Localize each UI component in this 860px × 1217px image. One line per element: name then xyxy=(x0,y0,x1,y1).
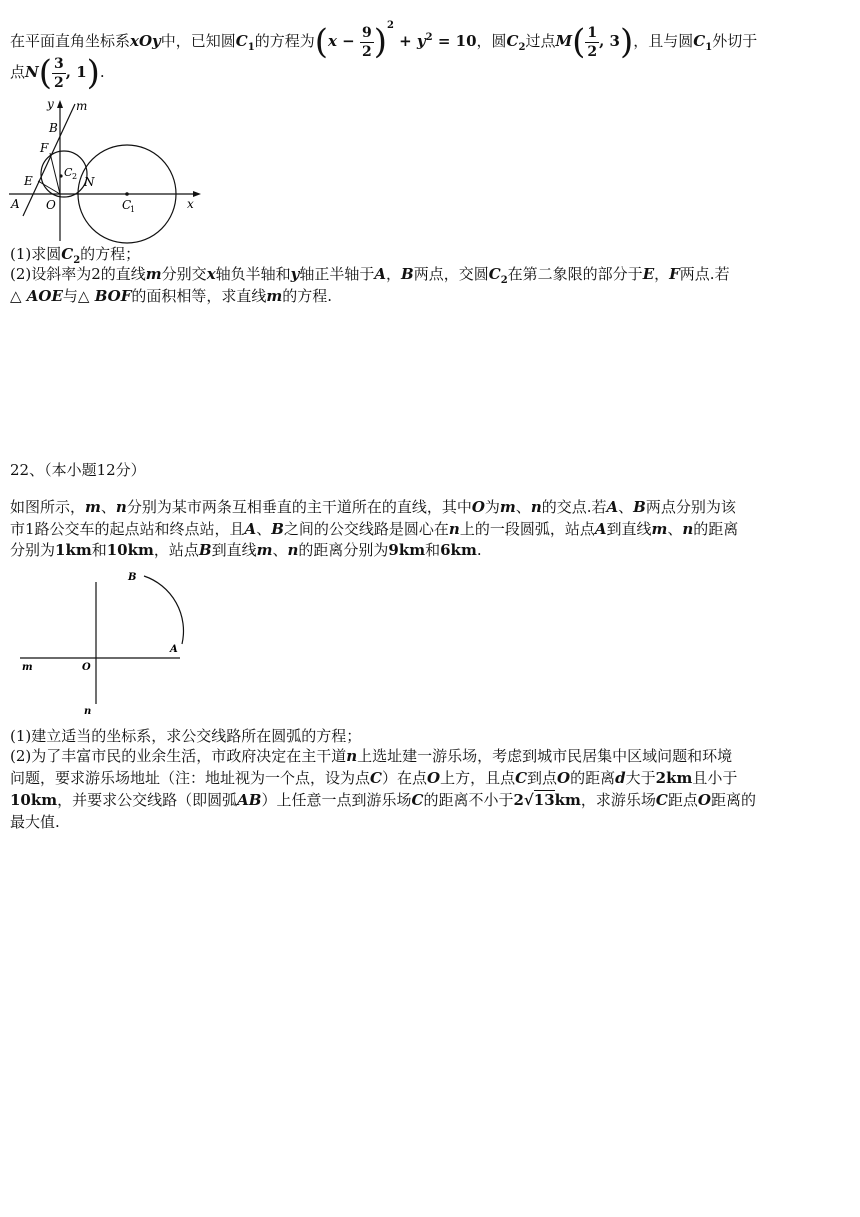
math-text: , 1 xyxy=(65,63,87,81)
text: ，求游乐场 xyxy=(580,791,656,809)
math: △ xyxy=(77,287,95,305)
p22-header: 22、（本小题12分） xyxy=(10,461,146,479)
math: km xyxy=(554,791,581,809)
text: 、 xyxy=(618,498,634,516)
math: d xyxy=(615,769,626,787)
math-c2: C xyxy=(488,265,501,283)
text: 轴负半轴和 xyxy=(215,265,291,283)
text: 、 xyxy=(515,498,531,516)
text: 为 xyxy=(484,498,500,516)
text: 到直线 xyxy=(606,520,652,538)
text: 分别交 xyxy=(161,265,207,283)
math-c2: C xyxy=(506,32,519,50)
math-y: + y xyxy=(393,32,426,50)
label-e: E xyxy=(24,174,33,188)
text: 上选址建一游乐场，考虑到城市民居集中区域问题和环境 xyxy=(357,747,733,765)
math: O xyxy=(426,769,441,787)
text: ）在点 xyxy=(381,769,427,787)
math: B xyxy=(198,541,212,559)
math: A xyxy=(374,265,387,283)
math-x: x xyxy=(327,32,337,50)
text: 两点，交圆 xyxy=(413,265,489,283)
label-o: O xyxy=(82,662,91,673)
text: ，并要求公交线路（即圆弧 xyxy=(57,791,238,809)
label-m: m xyxy=(76,99,88,113)
p22-para-line1 xyxy=(10,497,736,517)
math: y xyxy=(290,265,300,283)
label-x: x xyxy=(187,197,194,211)
text: 如图所示， xyxy=(10,498,86,516)
text: 轴正半轴于 xyxy=(299,265,375,283)
text: 的距离不小于 xyxy=(423,791,514,809)
text: 到点 xyxy=(527,769,558,787)
label-n: n xyxy=(84,706,92,717)
math: n xyxy=(448,520,460,538)
p21-line1: 在平面直角坐标系xOy中，已知圆$C_1$的方程为(x − $\frac{9}{2}$ )$^2 + y^2 = 10$，圆$C_2$过点M( $\frac{1}{2}$ , 3)，且与圆$C_1$外切于 xyxy=(10,20,758,62)
math-minus: − xyxy=(336,32,360,50)
math: n xyxy=(530,498,542,516)
math: m xyxy=(256,541,273,559)
point-c2 xyxy=(59,174,62,177)
math: x xyxy=(206,265,216,283)
text: 两点.若 xyxy=(679,265,730,283)
p22-para-line3 xyxy=(10,540,482,560)
text: 的距离 xyxy=(570,769,616,787)
p22-q1: (1)建立适当的坐标系，求公交线路所在圆弧的方程； xyxy=(10,727,362,745)
math: O xyxy=(557,769,571,787)
math: 2 xyxy=(513,791,524,809)
text: 的距离分别为 xyxy=(298,541,389,559)
math: C xyxy=(370,769,382,787)
math: n xyxy=(682,520,694,538)
text: 点 xyxy=(10,63,26,81)
text: 两点分别为该 xyxy=(645,498,736,516)
sqrt-symbol: √ xyxy=(523,791,534,809)
text: 分别为 xyxy=(10,541,56,559)
math-c2: C xyxy=(61,245,74,263)
text: 的距离 xyxy=(693,520,739,538)
circle-c1-equation: (x − $\frac{9}{2}$ )$^2 + y^2 = 10$ xyxy=(314,20,477,62)
math: O xyxy=(697,791,711,809)
text: (2)设斜率为2的直线 xyxy=(10,265,146,283)
math-n: N xyxy=(25,63,39,81)
math: AOE xyxy=(26,287,63,305)
math-sub: 1 xyxy=(247,42,255,53)
label-y: y xyxy=(47,97,54,111)
math-sup: 2 xyxy=(425,32,433,43)
math: B xyxy=(271,520,284,538)
math-sub: 2 xyxy=(518,42,526,53)
math: △ xyxy=(10,287,27,305)
x-axis-arrow xyxy=(193,191,201,197)
label-a: A xyxy=(170,644,178,655)
text: 上的一段圆弧，站点 xyxy=(459,520,595,538)
math-m: M xyxy=(555,32,573,50)
label-c2-sub: 2 xyxy=(72,172,78,181)
math: n xyxy=(115,498,127,516)
label-o: O xyxy=(46,198,56,212)
text: 、 xyxy=(100,498,116,516)
text: 外切于 xyxy=(712,32,758,50)
segment-of xyxy=(50,153,60,194)
text: 之间的公交线路是圆心在 xyxy=(283,520,449,538)
fraction-9-2: $\frac{9}{2}$ xyxy=(361,24,372,60)
math-text: , 3 xyxy=(599,32,620,50)
math: A xyxy=(606,498,619,516)
math: C xyxy=(515,769,528,787)
text: . xyxy=(476,541,482,559)
math-sup: 2 xyxy=(386,20,394,31)
fraction-3-2: $\frac{3}{2}$ xyxy=(54,55,64,91)
fraction-1-2: $\frac{1}{2}$ xyxy=(587,24,598,60)
p22-para-line2 xyxy=(10,519,738,539)
text: 过点 xyxy=(525,32,556,50)
text: 市1路公交车的起点站和终点站，且 xyxy=(10,520,245,538)
p22-q2-line3 xyxy=(10,790,756,810)
text: . xyxy=(99,63,105,81)
text: 、 xyxy=(667,520,683,538)
label-a: A xyxy=(11,197,20,211)
p21-line2: 点N( $\frac{3}{2}$ , 1). xyxy=(10,53,105,93)
math: AB xyxy=(237,791,262,809)
text: 距点 xyxy=(667,791,698,809)
label-b: B xyxy=(49,121,58,135)
text: ， xyxy=(386,265,402,283)
text: (2)为了丰富市民的业余生活，市政府决定在主干道 xyxy=(10,747,347,765)
label-c2: C xyxy=(64,166,73,179)
math: B xyxy=(633,498,646,516)
math-xoy: xOy xyxy=(130,32,161,50)
label-c1: C xyxy=(122,198,132,212)
text: 问题，要求游乐场地址（注：地址视为一个点，设为点 xyxy=(10,769,371,787)
math: 10km xyxy=(106,541,154,559)
math: E xyxy=(642,265,655,283)
text: 大于 xyxy=(625,769,656,787)
text: 距离的 xyxy=(710,791,756,809)
text: 上方，且点 xyxy=(440,769,516,787)
math: m xyxy=(499,498,516,516)
math: m xyxy=(651,520,668,538)
text: 和 xyxy=(425,541,441,559)
text: 、 xyxy=(256,520,272,538)
math: 2km xyxy=(655,769,693,787)
text: (1)求圆 xyxy=(10,245,62,263)
math-sub: 1 xyxy=(705,42,713,53)
p22-q2-line2 xyxy=(10,768,737,788)
math: F xyxy=(669,265,680,283)
math: BOF xyxy=(94,287,132,305)
text: 的交点.若 xyxy=(541,498,607,516)
math-c1: C xyxy=(693,32,706,50)
math: O xyxy=(471,498,485,516)
math: C xyxy=(655,791,668,809)
math-sub: 2 xyxy=(73,255,81,266)
label-c1-sub: 1 xyxy=(130,205,136,214)
p22-q2-line4: 最大值. xyxy=(10,813,60,831)
math: 1km xyxy=(55,541,92,559)
math-equals: = 10 xyxy=(432,32,477,50)
math: C xyxy=(411,791,424,809)
math-sqrt-13: 13 xyxy=(533,791,555,809)
math: m xyxy=(266,287,283,305)
text: 在第二象限的部分于 xyxy=(507,265,643,283)
text: 、 xyxy=(272,541,288,559)
label-f: F xyxy=(40,141,49,155)
label-n: N xyxy=(84,175,95,189)
p22-q2-line1 xyxy=(10,746,732,766)
math: n xyxy=(346,747,358,765)
text: 的方程为 xyxy=(254,32,315,50)
text: ， xyxy=(654,265,670,283)
math: 10km xyxy=(10,791,58,809)
math-sub: 2 xyxy=(500,275,508,286)
text: 的面积相等，求直线 xyxy=(131,287,267,305)
math: A xyxy=(594,520,607,538)
math: n xyxy=(287,541,299,559)
text: 分别为某市两条互相垂直的主干道所在的直线，其中 xyxy=(126,498,472,516)
math: 9km xyxy=(388,541,426,559)
math: A xyxy=(244,520,257,538)
p21-q2-line2 xyxy=(10,286,332,306)
math-c1: C xyxy=(235,32,248,50)
y-axis-arrow xyxy=(57,100,63,108)
arc-ab xyxy=(144,576,183,644)
p21-figure xyxy=(5,96,205,246)
text: ，站点 xyxy=(153,541,199,559)
text: ，且与圆 xyxy=(633,32,694,50)
label-b: B xyxy=(128,572,137,583)
text: 中，已知圆 xyxy=(160,32,236,50)
text: 在平面直角坐标系 xyxy=(10,32,131,50)
text: 的方程. xyxy=(282,287,333,305)
point-c1 xyxy=(125,192,129,196)
text: ，圆 xyxy=(476,32,507,50)
math: m xyxy=(85,498,101,516)
text: ）上任意一点到游乐场 xyxy=(261,791,412,809)
math: 6km xyxy=(440,541,477,559)
text: 且小于 xyxy=(692,769,738,787)
label-m: m xyxy=(22,662,33,673)
text: 到直线 xyxy=(211,541,257,559)
p22-figure xyxy=(10,564,210,724)
math: m xyxy=(145,265,162,283)
text: 与 xyxy=(62,287,78,305)
text: 的方程； xyxy=(80,245,141,263)
math: B xyxy=(401,265,414,283)
text: 和 xyxy=(91,541,107,559)
